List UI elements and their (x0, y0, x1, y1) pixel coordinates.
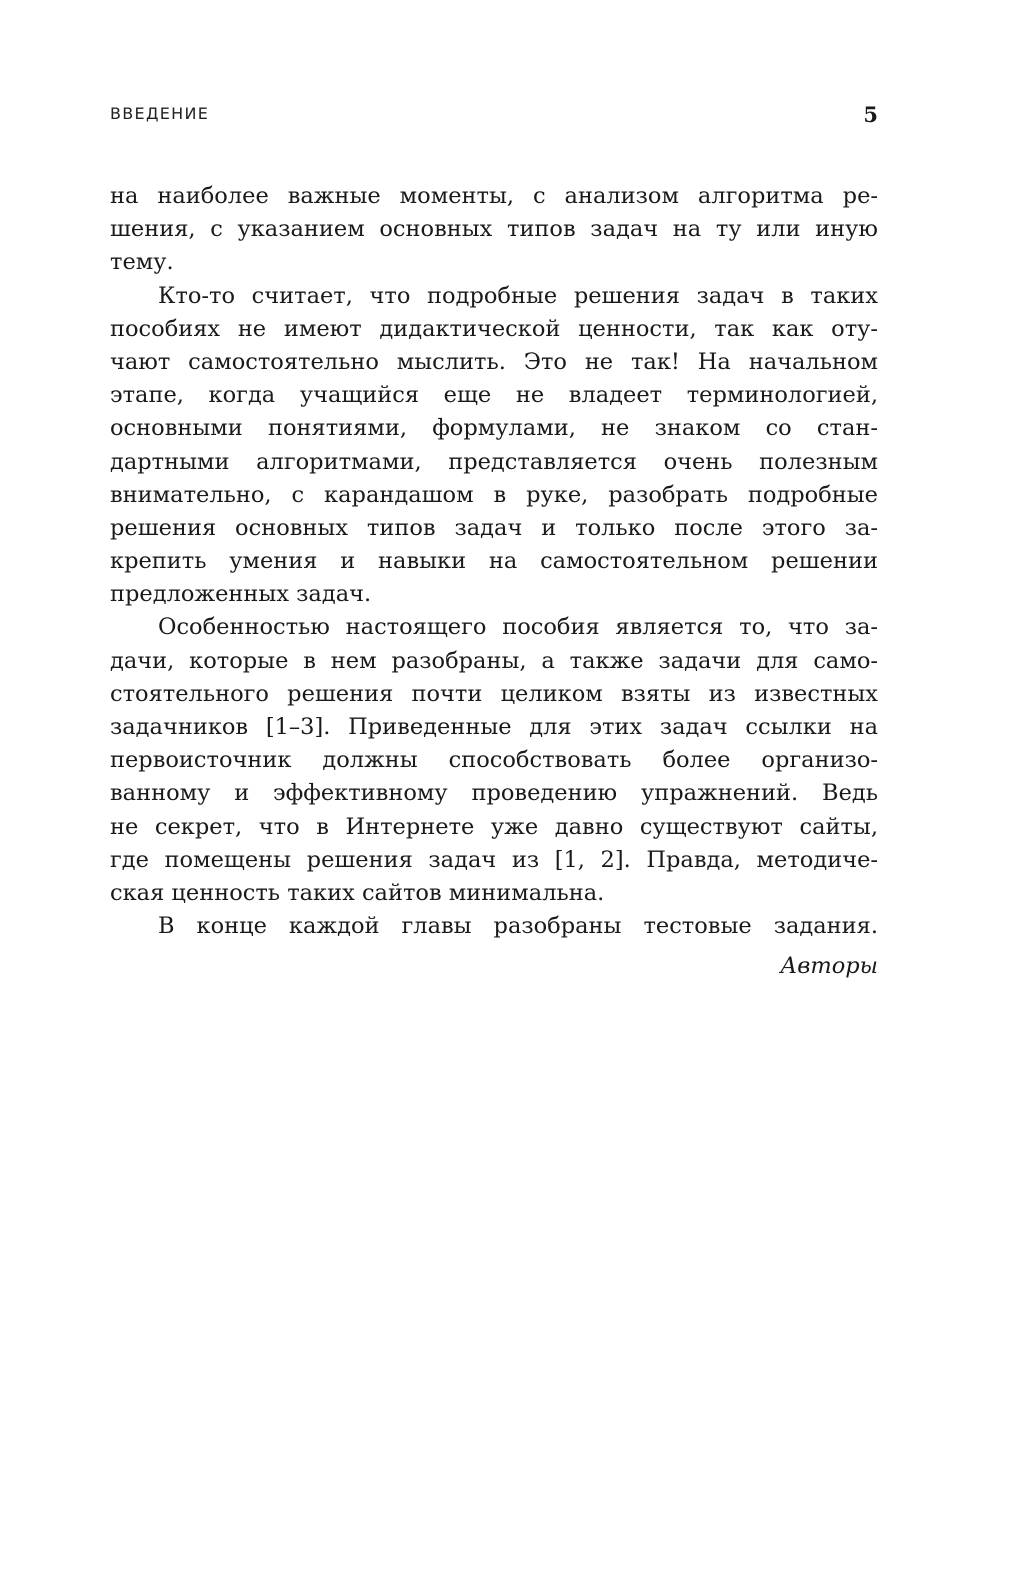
text-line: шения, с указанием основных типов задач на ту или иную (110, 216, 878, 243)
text-line: стоятельного решения почти целиком взяты из известных (110, 680, 878, 707)
text-line: чают самостоятельно мыслить. Это не так! На начальном (110, 348, 878, 375)
section-title: ВВЕДЕНИЕ (110, 104, 210, 123)
text-line: предложенных задач. (110, 581, 372, 608)
signature: Авторы (780, 953, 878, 979)
text-line: основными понятиями, формулами, не знаком со стан- (110, 415, 878, 442)
text-line: тему. (110, 249, 174, 276)
text-line: где помещены решения задач из [1, 2]. Правда, методиче- (110, 846, 878, 873)
text-line: пособиях не имеют дидактической ценности, так как оту- (110, 315, 878, 342)
text-line: задачников [1–3]. Приведенные для этих задач ссылки на (110, 714, 878, 740)
paragraph (110, 910, 878, 943)
text-line: решения основных типов задач и только после этого за- (110, 514, 878, 541)
running-header (110, 102, 878, 132)
text-line: дартными алгоритмами, представляется очень полезным (110, 448, 878, 475)
text-line: не секрет, что в Интернете уже давно существуют сайты, (110, 813, 878, 840)
text-line: В конце каждой главы разобраны тестовые задания. (158, 913, 878, 940)
text-line: Особенностью настоящего пособия является то, что за- (158, 614, 878, 641)
text-line: на наиболее важные моменты, с анализом алгоритма ре- (110, 183, 878, 209)
paragraph (110, 280, 878, 612)
text-line: ская ценность таких сайтов минимальна. (110, 879, 605, 906)
paragraph (110, 611, 878, 910)
text-line: дачи, которые в нем разобраны, а также задачи для само- (110, 647, 878, 674)
paragraph (110, 180, 878, 280)
body-text (110, 180, 878, 943)
text-line: Кто-то считает, что подробные решения задач в таких (158, 282, 878, 309)
text-line: внимательно, с карандашом в руке, разобрать подробные (110, 481, 878, 508)
text-line: ванному и эффективному проведению упражнений. Ведь (110, 780, 878, 807)
text-line: этапе, когда учащийся еще не владеет терминологией, (110, 382, 878, 409)
text-line: крепить умения и навыки на самостоятельном решении (110, 548, 878, 575)
page-number: 5 (863, 102, 878, 127)
text-line: первоисточник должны способствовать более организо- (110, 747, 878, 774)
